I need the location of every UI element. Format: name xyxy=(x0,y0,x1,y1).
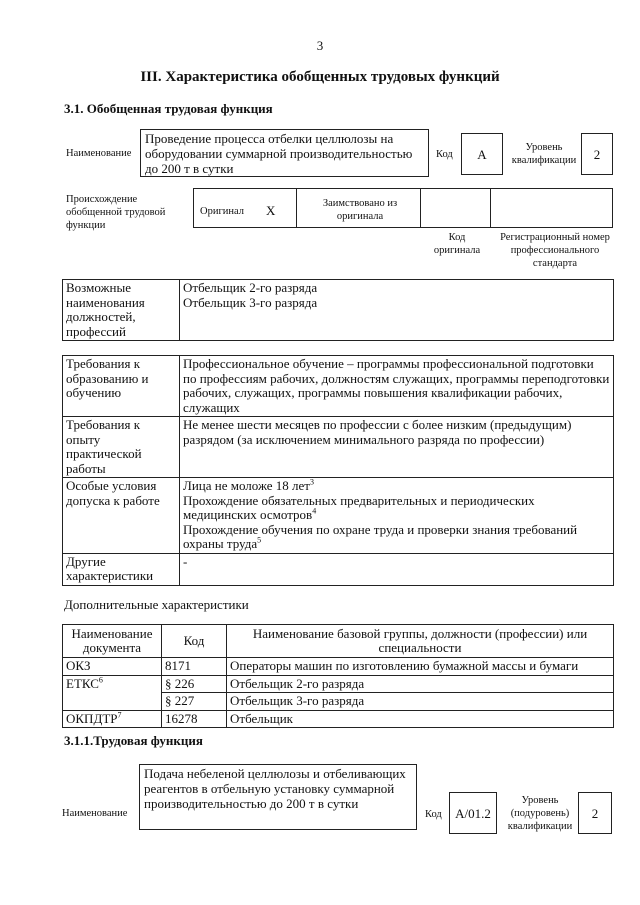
gtf-code-label: Код xyxy=(436,149,453,160)
tf-title: 3.1.1.Трудовая функция xyxy=(64,733,203,748)
okpdtr-code: 16278 xyxy=(162,710,227,728)
education-value: Профессиональное обучение – программы профессиональной подготовки по профессиям рабочих, должностям служащих, программы переподготовки рабочих, служащих, программы повышения квалификации рабочих, служащих xyxy=(180,356,614,417)
okz-name: Операторы машин по изготовлению бумажной массы и бумаги xyxy=(227,658,614,676)
tf-level-label: Уровень (подуровень) квалификации xyxy=(507,795,573,832)
special-item-3: Прохождение обучения по охране труда и проверки знания требований охраны труда$^5$ xyxy=(183,521,578,551)
tf-level-value: 2 xyxy=(578,792,612,834)
col-name-header: Наименование базовой группы, должности (профессии) или специальности xyxy=(227,625,614,658)
origin-divider-3 xyxy=(490,188,491,228)
etks-name-1: Отбельщик 2-го разряда xyxy=(227,675,614,693)
etks-code-2: § 227 xyxy=(162,693,227,711)
education-label: Требования к образованию и обучению xyxy=(63,356,180,417)
special-item-2: Прохождение обязательных предварительных и периодических медицинских осмотров$^4$ xyxy=(183,492,535,522)
additional-table xyxy=(62,624,614,728)
etks-name-2: Отбельщик 3-го разряда xyxy=(227,693,614,711)
experience-value: Не менее шести месяцев по профессии с более низким (предыдущим) разрядом (за исключением минимального разряда по профессии) xyxy=(180,417,614,478)
special-item-1: Лица не моложе 18 лет$^3$ xyxy=(183,477,314,493)
subsection-title: 3.1. Обобщенная трудовая функция xyxy=(64,101,273,116)
origin-divider-1 xyxy=(296,188,297,228)
gtf-level-label: Уровень квалификации xyxy=(511,142,577,166)
positions-values xyxy=(180,280,614,341)
requirements-table xyxy=(62,355,614,586)
gtf-name-label: Наименование xyxy=(66,148,132,159)
col-code-header: Код xyxy=(162,625,227,658)
origin-original-mark: X xyxy=(266,203,276,218)
origin-reg-number-label: Регистрационный номер профессионального стандарта xyxy=(500,232,610,269)
origin-original-label: Оригинал xyxy=(200,206,244,217)
position-item: Отбельщик 3-го разряда xyxy=(183,294,318,310)
special-label: Особые условия допуска к работе xyxy=(63,478,180,554)
positions-label: Возможные наименования должностей, профессий xyxy=(63,280,180,341)
okpdtr-label: ОКПДТР$^7$ xyxy=(63,710,162,728)
okz-label: ОКЗ xyxy=(63,658,162,676)
okpdtr-name: Отбельщик xyxy=(227,710,614,728)
etks-code-1: § 226 xyxy=(162,675,227,693)
col-doc-header: Наименование документа xyxy=(63,625,162,658)
additional-title: Дополнительные характеристики xyxy=(64,597,249,612)
origin-code-original-label: Код оригинала xyxy=(433,232,481,256)
section-title: III. Характеристика обобщенных трудовых функций xyxy=(140,69,500,85)
other-value: - xyxy=(180,553,614,585)
tf-code-value: A/01.2 xyxy=(449,792,497,834)
etks-label: ЕТКС$^6$ xyxy=(63,675,162,710)
origin-label: Происхождение обобщенной трудовой функции xyxy=(66,194,166,231)
origin-divider-2 xyxy=(420,188,421,228)
positions-table xyxy=(62,279,614,341)
page-number: 3 xyxy=(316,38,324,53)
experience-label: Требования к опыту практической работы xyxy=(63,417,180,478)
other-label: Другие характеристики xyxy=(63,553,180,585)
position-item: Отбельщик 2-го разряда xyxy=(183,280,318,295)
okz-code: 8171 xyxy=(162,658,227,676)
gtf-name-value: Проведение процесса отбелки целлюлозы на оборудовании суммарной производительностью до 200 т в сутки xyxy=(140,129,429,177)
tf-code-label: Код xyxy=(425,809,442,820)
origin-borrowed-label: Заимствовано из оригинала xyxy=(322,198,398,222)
gtf-code-value: A xyxy=(461,133,503,175)
gtf-level-value: 2 xyxy=(581,133,613,175)
tf-name-label: Наименование xyxy=(62,808,128,819)
tf-name-value: Подача небеленой целлюлозы и отбеливающих реагентов в отбельную установку суммарной производительностью до 200 т в сутки xyxy=(139,764,417,830)
special-value xyxy=(180,478,614,554)
